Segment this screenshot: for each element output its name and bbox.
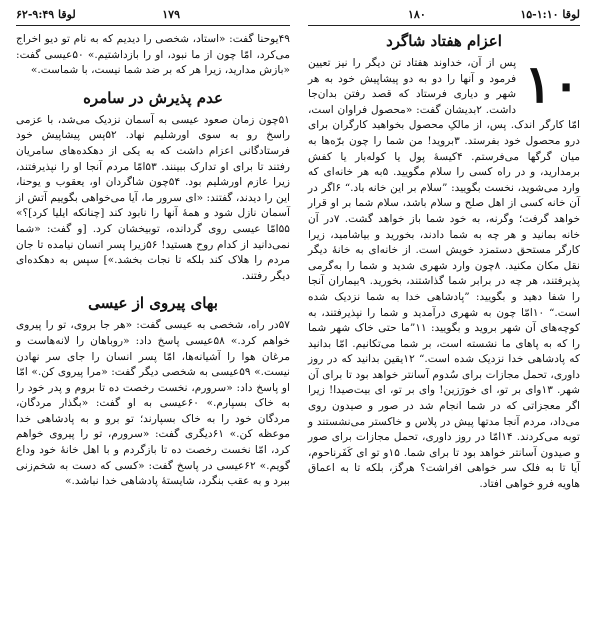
- body-paragraph: ۴۹یوحنا گفت: «استاد، شخصی را دیدیم که به نام تو دیو اخراج می‌کرد، امّا چون از ما نبود، او را بازداشتیم.» ۵۰عیسی گفت: «بازش مدارید، زیرا هر که بر ضد شما نیست، با شماست.»: [16, 33, 290, 77]
- section-title: اعزام هفتاد شاگرد: [386, 32, 502, 50]
- section-title: عدم پذیرش در سامره: [83, 88, 223, 107]
- right-page-header: [308, 6, 580, 24]
- header-rule: [16, 25, 290, 26]
- body-paragraph: ۵۷در راه، شخصی به عیسی گفت: «هر جا بروی، تو را پیروی خواهم کرد.» ۵۸عیسی پاسخ داد: «روباهان را لانه‌هاست و مرغان هوا را آشیانه‌ها، امّا پسر انسان را جای سر نهادن نیست.» ۵۹عیسی به شخصی دیگر گفت: «مرا پیروی کن.» امّا او پاسخ داد: «سرورم، نخست رخصت ده تا بروم و پدر خود را به خاک بسپارم.» ۶۰عیسی به او گفت: «بگذار مردگان، مردگان خود را به خاک بسپارند؛ تو برو و به پادشاهی خدا موعظه کن.» ۶۱دیگری گفت: «سرورم، تو را پیروی خواهم کرد، امّا نخست رخصت ده تا بازگردم و با اهل خانهٔ خود وداع گویم.» ۶۲عیسی در پاسخ گفت: «کسی که دست به شخم‌زنی ببرد و به عقب بنگرد، شایستهٔ پادشاهی خدا نباشد.»: [16, 319, 291, 488]
- right-page: [300, 0, 600, 626]
- left-page-header: [16, 6, 290, 24]
- page-number: ۱۸۰: [408, 8, 426, 21]
- section-title: بهای پیروی از عیسی: [88, 294, 218, 313]
- running-head: لوقا ۹:۴۹-۶۲: [16, 8, 76, 21]
- chapter-number: ۱۰: [524, 54, 580, 115]
- header-rule: [308, 25, 580, 26]
- body-paragraph: ۵۱چون زمان صعود عیسی به آسمان نزدیک می‌شد، با عزمی راسخ رو به سوی اورشلیم نهاد. ۵۲پس پیشاپیش خود فرستادگانی اعزام داشت که به یکی از دهکده‌های سامریان رفتند تا برای او تدارک ببینند. ۵۳امّا مردم آنجا او را نپذیرفتند، زیرا عازم اورشلیم بود. ۵۴چون شاگردان او، یعقوب و یوحنا، این را دیدند، گفتند: «ای سرور ما، آیا می‌خواهی بگوییم آتش از آسمان نازل شود و همهٔ آنها را نابود کند [چنانکه ایلیا کرد]؟» ۵۵امّا عیسی روی گردانده، توبیخشان کرد. [و گفت: «شما نمی‌دانید از کدام روح هستید! ۵۶زیرا پسر انسان نیامده تا جان مردم را هلاک کند بلکه تا نجات بخشد.»] سپس به دهکده‌ای دیگر رفتند.: [16, 113, 291, 282]
- body-paragraph: پس از آن، خداوند هفتاد تن دیگر را نیز تعیین فرمود و آنها را دو به دو پیشاپیش خود به هر شهر و دیاری فرستاد که قصد رفتن بدان‌جا داشت. ۲بدیشان گفت: «محصول فراوان است، امّا کارگر اندک. پس، از مالکِ محصول بخواهید کارگران برای درو محصول خود بفرستد. ۳بروید! من شما را چون برّه‌ها به میان گرگها می‌فرستم. ۴کیسهٔ پول یا کوله‌بار یا کفش برمدارید، و در راه کسی را سلام مگویید. ۵به هر خانه‌ای که وارد می‌شوید، نخست بگویید: ”سلام بر این خانه باد.“ ۶اگر در آن خانه کسی از اهل صلح و سلام باشد، سلام شما بر او قرار خواهد گرفت؛ وگرنه، به خود شما باز خواهد گشت. ۷در آن خانه بمانید و هر چه به شما دادند، بخورید و بیاشامید، زیرا کارگر مستحق دستمزد خویش است. از خانه‌ای به خانهٔ دیگر نقل مکان مکنید. ۸چون وارد شهری شدید و شما را به‌گرمی پذیرفتند، هر چه در برابر شما گذاشتند، بخورید. ۹بیماران آنجا را شفا دهید و بگویید: ”پادشاهی خدا به شما نزدیک شده است.“ ۱۰امّا چون به شهری درآمدید و شما را نپذیرفتند، به کوچه‌های آن شهر بروید و بگویید: ۱۱”ما حتی خاک شهر شما را که به پاهای ما نشسته است، بر شما می‌تکانیم. امّا بدانید که پادشاهی خدا نزدیک شده است.“ ۱۲یقین بدانید که در روز داوری، تحمل مجازات برای سُدوم آسانتر خواهد بود تا برای آن شهر. ۱۳وای بر تو، ای خورَزین! وای بر تو، ای بیت‌صیدا! زیرا اگر معجزاتی که در شما انجام شد در صور و صیدون روی می‌داد، مردم آنجا مدتها پیش در پلاس و خاکستر می‌نشستند و توبه می‌کردند. ۱۴امّا در روز داوری، تحمل مجازات برای صور و صیدون آسانتر خواهد بود تا برای شما. ۱۵و تو ای کَفَرناحوم، آیا تا به فلک سر خواهی افراشت؟ هرگز، بلکه تا به اعماق هاویه فرو خواهی افتاد.: [308, 57, 581, 491]
- page-number: ۱۷۹: [162, 8, 180, 21]
- running-head: لوقا ۱:۱۰-۱۵: [520, 8, 580, 21]
